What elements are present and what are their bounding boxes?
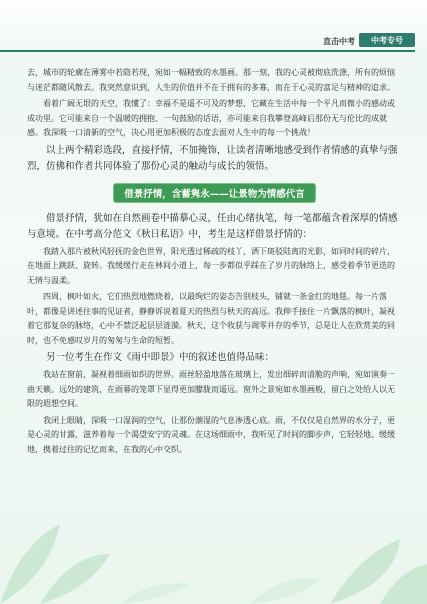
article-content [27, 66, 402, 459]
commentary-1: 以上两个精彩选段，直接抒情，不加掩饰，让读者清晰地感受到作者情感的真挚与强烈，仿佛和作者共同体验了那份心灵的触动与成长的领悟。 [27, 144, 398, 172]
essay-excerpt-6: 我闭上眼睛，深吸一口湿润的空气，让那份潮湿的气息渗透心底。雨，不仅仅是自然界的水分子，更是心灵的甘露，滋养着每一个渴望安宁的灵魂。在这场细雨中，我听见了时间的脚步声，它轻轻地、缓缓地，携着过往的记忆而来，在我的心中交织。 [27, 415, 395, 454]
decorative-leaves [0, 484, 427, 604]
essay-excerpt-2: 看着广阔无垠的天空，我懂了：幸福不是遥不可及的梦想，它藏在生活中每一个平凡而微小的感动或成功里。它可能来自一个温暖的拥抱、一句鼓励的话语，亦可能来自我攀登高峰后那份无与伦比的成就感。我深吸一口清新的空气，决心用更加积极的态度去面对人生中的每一个挑战！ [27, 99, 395, 137]
essay-excerpt-5: 我站在窗前，凝视着细雨如织的世界。雨丝轻盈地落在玻璃上，发出细碎而清脆的声响，宛如演奏一曲天籁。远处的建筑，在雨幕的笼罩下显得更加朦胧而遥远。窗外之景宛如水墨画般，留白之处给人以无限的遐想空间。 [27, 370, 395, 408]
header-rule [0, 50, 415, 52]
section-intro: 借景抒情，犹如在自然画卷中描摹心灵，任由心绪执笔，每一笔都蕴含着深厚的情感与意境。在中考高分范文《秋日私语》中，考生是这样借景抒情的： [27, 212, 398, 240]
header-label: 直击中考 [323, 37, 355, 46]
commentary-2: 另一位考生在作文《雨中即景》中的叙述也值得品味： [46, 352, 275, 363]
essay-excerpt-1-end: 去，城市的轮廓在薄雾中若隐若现，宛如一幅精致的水墨画。那一刻，我的心灵被彻底洗涤，所有的烦恼与迷茫都随风散去。我突然意识到，人生的价值并不在于拥有的多寡，而在于心灵的富足与精神的追求。 [27, 68, 395, 92]
section-heading [27, 183, 402, 203]
essay-excerpt-4: 四周，枫叶如火，它们热烈地燃烧着，以最绚烂的姿态告别枝头，铺就一条金红的地毯。每一片落叶，都像是讲述往事的见证者，静静诉说着夏天的热烈与秋天的高远。我伸手接住一片飘落的枫叶，凝视着它那复杂的脉络，心中不禁泛起层层涟漪。秋天，这个收获与凋零并存的季节，总是让人在欣赏美的同时，也不免感叹岁月的匆匆与生命的短暂。 [27, 292, 395, 345]
section-heading-label: 借景抒情，含蓄隽永——让景物为情感代言 [113, 183, 316, 203]
header-badge: 中考专号 [359, 33, 415, 47]
essay-excerpt-3: 我踏入那片被秋风轻抚的金色世界，阳光透过稀疏的枝丫，洒下斑驳陆离的光影，如同时间的碎片，在地面上跳跃、旋转。我缓缓行走在林间小道上，每一步都似乎踩在了岁月的脉络上，感受着季节更迭的无情与温柔。 [27, 246, 395, 285]
page-header [0, 0, 427, 58]
